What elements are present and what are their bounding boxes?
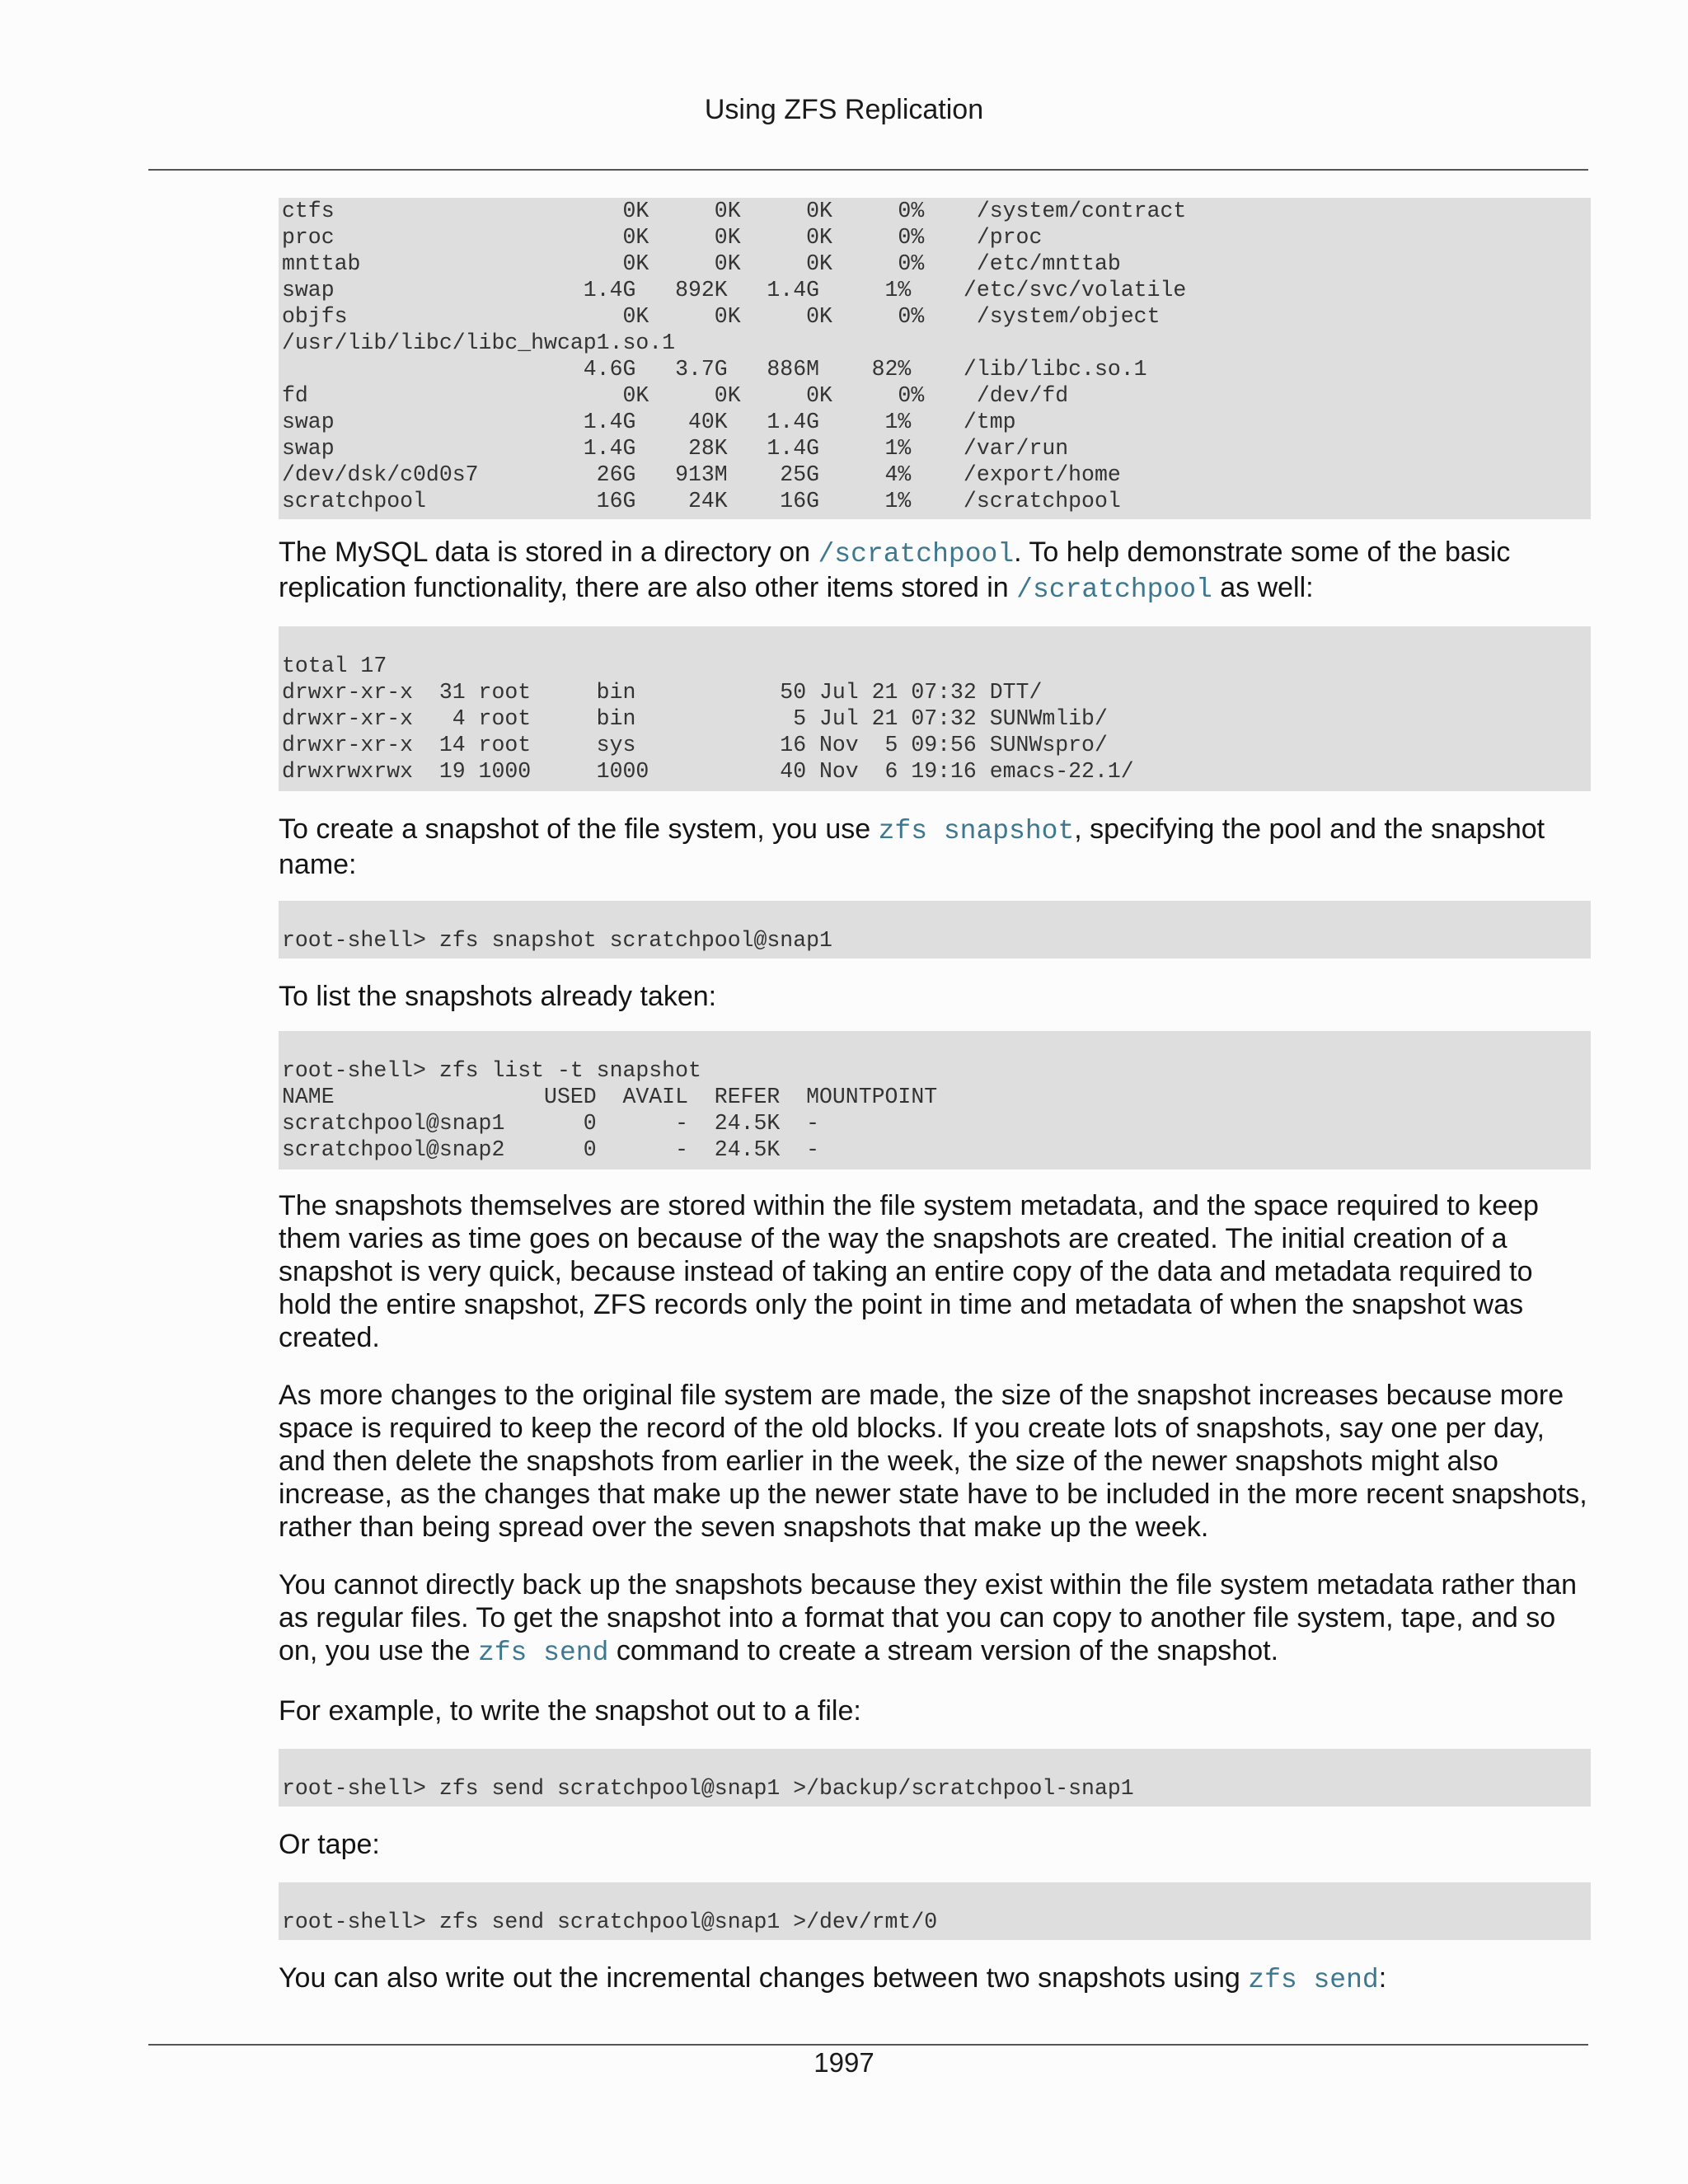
paragraph: You can also write out the incremental changes between two snapshots using zfs send: [279, 1962, 1387, 1995]
paragraph: To create a snapshot of the file system, you use zfs snapshot, specifying the pool and the snapshot name: [279, 813, 1545, 880]
snapshot-command-block: root-shell> zfs snapshot scratchpool@snap1 [279, 901, 1591, 958]
send-to-file-command-block: root-shell> zfs send scratchpool@snap1 >/backup/scratchpool-snap1 [279, 1749, 1591, 1807]
page-number: 1997 [814, 2047, 874, 2078]
inline-code-path: /scratchpool [818, 539, 1015, 569]
df-output-block: ctfs 0K 0K 0K 0% /system/contract proc 0K 0K 0K 0% /proc mnttab 0K 0K 0K 0% /etc/mnttab swap 1.4G 892K 1.4G 1% /etc/svc/volatile objfs 0K 0K 0K 0% /system/object /usr/lib/libc/libc_hwcap1.so.1 4.6G 3.7G 886M 82% /lib/libc.so.1 fd 0K 0K 0K 0% /dev/fd swap 1.4G 40K 1.4G 1% /tmp swap 1.4G 28K 1.4G 1% /var/run /dev/dsk/c0d0s7 26G 913M 25G 4% /export/home scratchpool 16G 24K 16G 1% /scratchpool [279, 198, 1591, 519]
paragraph: As more changes to the original file system are made, the size of the snapshot increases because more space is required to keep the record of the old blocks. If you create lots of snapshots, say one per day, and then delete the snapshots from earlier in the week, the size of the newer snapshots might also increase, as the changes that make up the newer state have to be included in the more recent snapshots, rather than being spread over the seven snapshots that make up the week. [279, 1380, 1587, 1543]
ls-output-block: total 17 drwxr-xr-x 31 root bin 50 Jul 21 07:32 DTT/ drwxr-xr-x 4 root bin 5 Jul 21 07:32 SUNWmlib/ drwxr-xr-x 14 root sys 16 Nov 5 09:56 SUNWspro/ drwxrwxrwx 19 1000 1000 40 Nov 6 19:16 emacs-22.1/ [279, 626, 1591, 791]
footer-rule [148, 2044, 1588, 2046]
paragraph: For example, to write the snapshot out to a file: [279, 1695, 861, 1727]
paragraph: The MySQL data is stored in a directory on /scratchpool. To help demonstrate some of the basic replication functionality, there are also other items stored in /scratchpool as well: [279, 537, 1511, 605]
header-rule [148, 169, 1588, 171]
inline-code-path: /scratchpool [1016, 574, 1212, 605]
snapshot-list-block: root-shell> zfs list -t snapshot NAME USED AVAIL REFER MOUNTPOINT scratchpool@snap1 0 - 24.5K - scratchpool@snap2 0 - 24.5K - [279, 1031, 1591, 1169]
paragraph: The snapshots themselves are stored within the file system metadata, and the space required to keep them varies as time goes on because of the way the snapshots are created. The initial creation of a snapshot is very quick, because instead of taking an entire copy of the data and metadata required to hold the entire snapshot, ZFS records only the point in time and metadata of when the snapshot was created. [279, 1190, 1539, 1353]
inline-code-command: zfs send [1248, 1965, 1379, 1995]
inline-code-command: zfs send [477, 1638, 609, 1668]
paragraph: Or tape: [279, 1829, 380, 1860]
paragraph: To list the snapshots already taken: [279, 981, 717, 1012]
send-to-tape-command-block: root-shell> zfs send scratchpool@snap1 >/dev/rmt/0 [279, 1882, 1591, 1940]
page-content [279, 198, 1591, 1997]
page-header-title: Using ZFS Replication [704, 94, 984, 125]
inline-code-command: zfs snapshot [878, 816, 1075, 846]
paragraph: You cannot directly back up the snapshots because they exist within the file system metadata rather than as regular files. To get the snapshot into a format that you can copy to another file system, tape, and so on, you use the zfs send command to create a stream version of the snapshot. [279, 1569, 1577, 1668]
